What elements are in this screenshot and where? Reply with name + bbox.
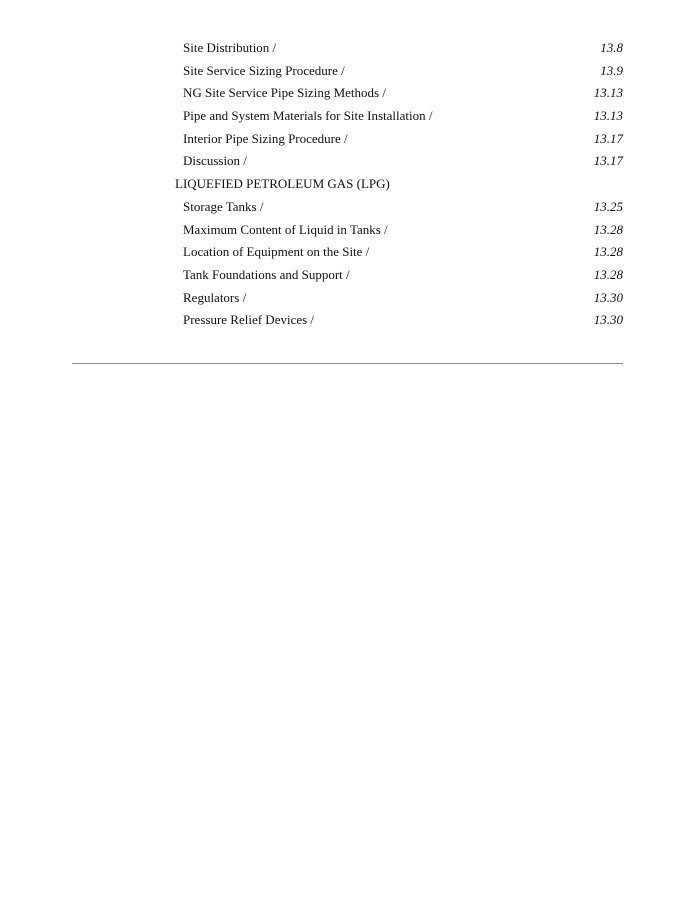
toc-entry-page: 13.28 bbox=[593, 266, 623, 282]
toc-entry-title: Site Distribution / bbox=[183, 40, 277, 55]
toc-entry-page: 13.8 bbox=[600, 40, 623, 55]
toc-entry bbox=[0, 83, 695, 106]
toc-entry-title: Site Service Sizing Procedure / bbox=[183, 62, 345, 78]
toc-entry-page: 13.13 bbox=[593, 85, 623, 101]
toc-entry-title: Location of Equipment on the Site / bbox=[183, 244, 370, 260]
toc-entry-page: 13.17 bbox=[593, 130, 623, 146]
toc-entry-page: 13.30 bbox=[593, 312, 623, 328]
toc-entry bbox=[0, 197, 695, 220]
toc-entry-title: Discussion / bbox=[183, 153, 247, 169]
toc-entry-title: Interior Pipe Sizing Procedure / bbox=[183, 130, 348, 146]
toc-entry-page: 13.13 bbox=[593, 108, 623, 124]
table-of-contents bbox=[0, 38, 695, 333]
toc-entry bbox=[0, 220, 695, 243]
toc-entry bbox=[0, 38, 695, 61]
toc-entry bbox=[0, 242, 695, 265]
toc-section-title: LIQUEFIED PETROLEUM GAS (LPG) bbox=[175, 176, 390, 192]
toc-entry-page: 13.17 bbox=[593, 153, 623, 169]
toc-entry bbox=[0, 151, 695, 174]
toc-entry-page: 13.28 bbox=[593, 221, 623, 237]
toc-entry-title: Pipe and System Materials for Site Installation / bbox=[183, 108, 433, 124]
toc-entry-title: Pressure Relief Devices / bbox=[183, 312, 315, 328]
toc-entry-page: 13.25 bbox=[593, 198, 623, 214]
toc-entry-title: Maximum Content of Liquid in Tanks / bbox=[183, 221, 388, 237]
toc-entry bbox=[0, 106, 695, 129]
toc-entry-page: 13.28 bbox=[593, 244, 623, 260]
toc-entry bbox=[0, 310, 695, 333]
toc-entry bbox=[0, 265, 695, 288]
toc-entry-page: 13.30 bbox=[593, 289, 623, 305]
toc-section-heading bbox=[0, 174, 695, 197]
toc-entry bbox=[0, 288, 695, 311]
horizontal-rule bbox=[72, 363, 623, 364]
toc-entry-title: Regulators / bbox=[183, 289, 247, 305]
toc-entry-title: Storage Tanks / bbox=[183, 198, 264, 214]
toc-entry bbox=[0, 129, 695, 152]
toc-entry bbox=[0, 61, 695, 84]
toc-entry-page: 13.9 bbox=[600, 62, 623, 78]
toc-entry-title: NG Site Service Pipe Sizing Methods / bbox=[183, 85, 386, 101]
toc-entry-title: Tank Foundations and Support / bbox=[183, 266, 350, 282]
